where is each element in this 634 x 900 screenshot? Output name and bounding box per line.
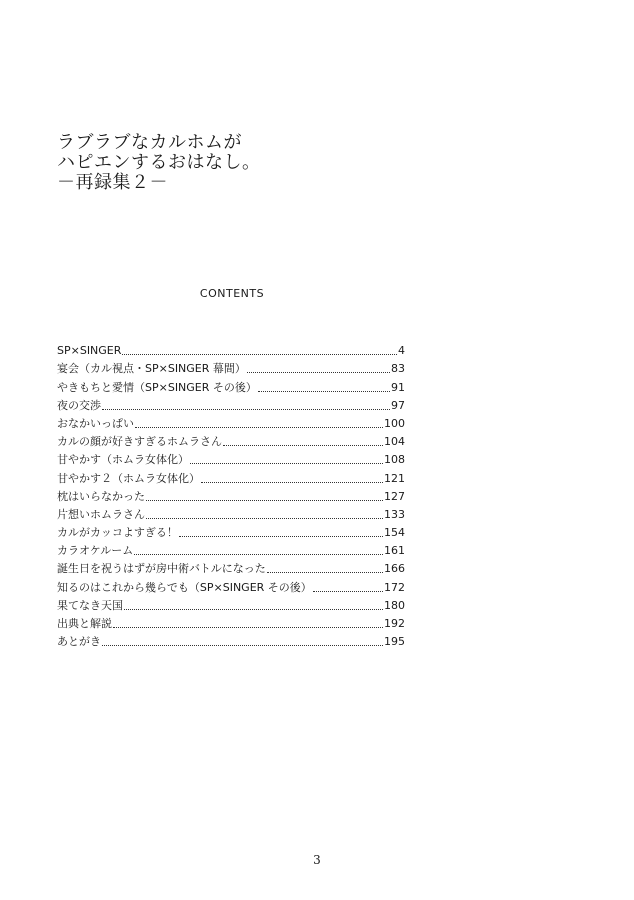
toc-entry-title: 知るのはこれから幾らでも（SP×SINGER その後） <box>57 580 312 594</box>
toc-entry-page: 172 <box>384 580 405 594</box>
toc-dot-leader <box>146 500 383 501</box>
toc-entry-page: 104 <box>384 435 405 449</box>
toc-dot-leader <box>146 518 383 519</box>
toc-entry-page: 100 <box>384 416 405 430</box>
toc-entry-title: カラオケルーム <box>57 544 134 558</box>
toc-entry-page: 121 <box>384 471 405 485</box>
table-of-contents <box>57 340 405 649</box>
toc-entry-title: カルの顔が好きすぎるホムラさん <box>57 435 222 449</box>
toc-dot-leader <box>267 572 383 573</box>
toc-entry <box>57 576 405 594</box>
toc-entry-page: 166 <box>384 562 405 576</box>
toc-dot-leader <box>201 482 383 483</box>
toc-dot-leader <box>247 372 390 373</box>
toc-entry-title: 甘やかす（ホムラ女体化） <box>57 453 189 467</box>
toc-entry-page: 127 <box>384 489 405 503</box>
toc-dot-leader <box>102 645 383 646</box>
page-number: 3 <box>313 853 321 867</box>
toc-dot-leader <box>113 627 383 628</box>
toc-entry-page: 192 <box>384 617 405 630</box>
toc-entry <box>57 358 405 376</box>
toc-entry-page: 91 <box>391 380 405 394</box>
toc-entry-page: 83 <box>391 362 405 376</box>
book-subtitle: －再録集２－ <box>57 172 168 193</box>
toc-dot-leader <box>313 591 383 592</box>
toc-entry-title: やきもちと愛情（SP×SINGER その後） <box>57 380 257 394</box>
toc-entry <box>57 449 405 467</box>
toc-entry-title: 片想いホムラさん <box>57 507 145 521</box>
toc-entry <box>57 431 405 449</box>
toc-entry <box>57 486 405 504</box>
toc-entry-title: 枕はいらなかった <box>57 489 145 503</box>
book-title-line-1: ラブラブなカルホムが <box>57 132 242 153</box>
toc-dot-leader <box>102 409 390 410</box>
toc-entry-title: カルがカッコよすぎる！ <box>57 526 178 540</box>
toc-entry-title: 果てなき天国 <box>57 598 123 612</box>
toc-entry <box>57 558 405 576</box>
toc-entry <box>57 340 405 358</box>
toc-entry-title: 宴会（カル視点・SP×SINGER 幕間） <box>57 362 246 376</box>
toc-entry <box>57 595 405 613</box>
toc-entry-title: あとがき <box>57 635 101 649</box>
toc-dot-leader <box>190 463 383 464</box>
toc-dot-leader <box>258 391 390 392</box>
toc-entry <box>57 631 405 649</box>
book-title <box>57 133 417 193</box>
toc-entry-title: 出典と解説 <box>57 617 112 630</box>
toc-dot-leader <box>179 536 383 537</box>
toc-entry <box>57 467 405 485</box>
toc-entry-page: 154 <box>384 526 405 540</box>
toc-entry-title: 夜の交渉 <box>57 398 101 412</box>
toc-entry-title: 誕生日を祝うはずが房中術バトルになった <box>57 562 266 576</box>
toc-entry <box>57 413 405 431</box>
toc-entry <box>57 540 405 558</box>
contents-heading: CONTENTS <box>199 287 265 300</box>
toc-entry-title: 甘やかす２（ホムラ女体化） <box>57 471 200 485</box>
toc-entry-page: 97 <box>391 398 405 412</box>
toc-dot-leader <box>223 445 383 446</box>
toc-entry-page: 4 <box>398 344 405 358</box>
toc-entry <box>57 376 405 394</box>
toc-entry-title: SP×SINGER <box>57 344 122 358</box>
toc-entry-page: 133 <box>384 507 405 521</box>
book-title-line-2: ハピエンするおはなし。 <box>57 152 261 173</box>
toc-entry-title: おなかいっぱい <box>57 416 134 430</box>
toc-entry-page: 180 <box>384 598 405 612</box>
toc-entry <box>57 504 405 522</box>
toc-entry <box>57 613 405 631</box>
toc-dot-leader <box>124 609 383 610</box>
toc-entry-page: 195 <box>384 635 405 649</box>
toc-entry-page: 108 <box>384 453 405 467</box>
toc-dot-leader <box>134 554 383 555</box>
toc-dot-leader <box>122 354 397 355</box>
toc-entry-page: 161 <box>384 544 405 558</box>
toc-entry <box>57 522 405 540</box>
toc-entry <box>57 395 405 413</box>
toc-dot-leader <box>135 427 383 428</box>
